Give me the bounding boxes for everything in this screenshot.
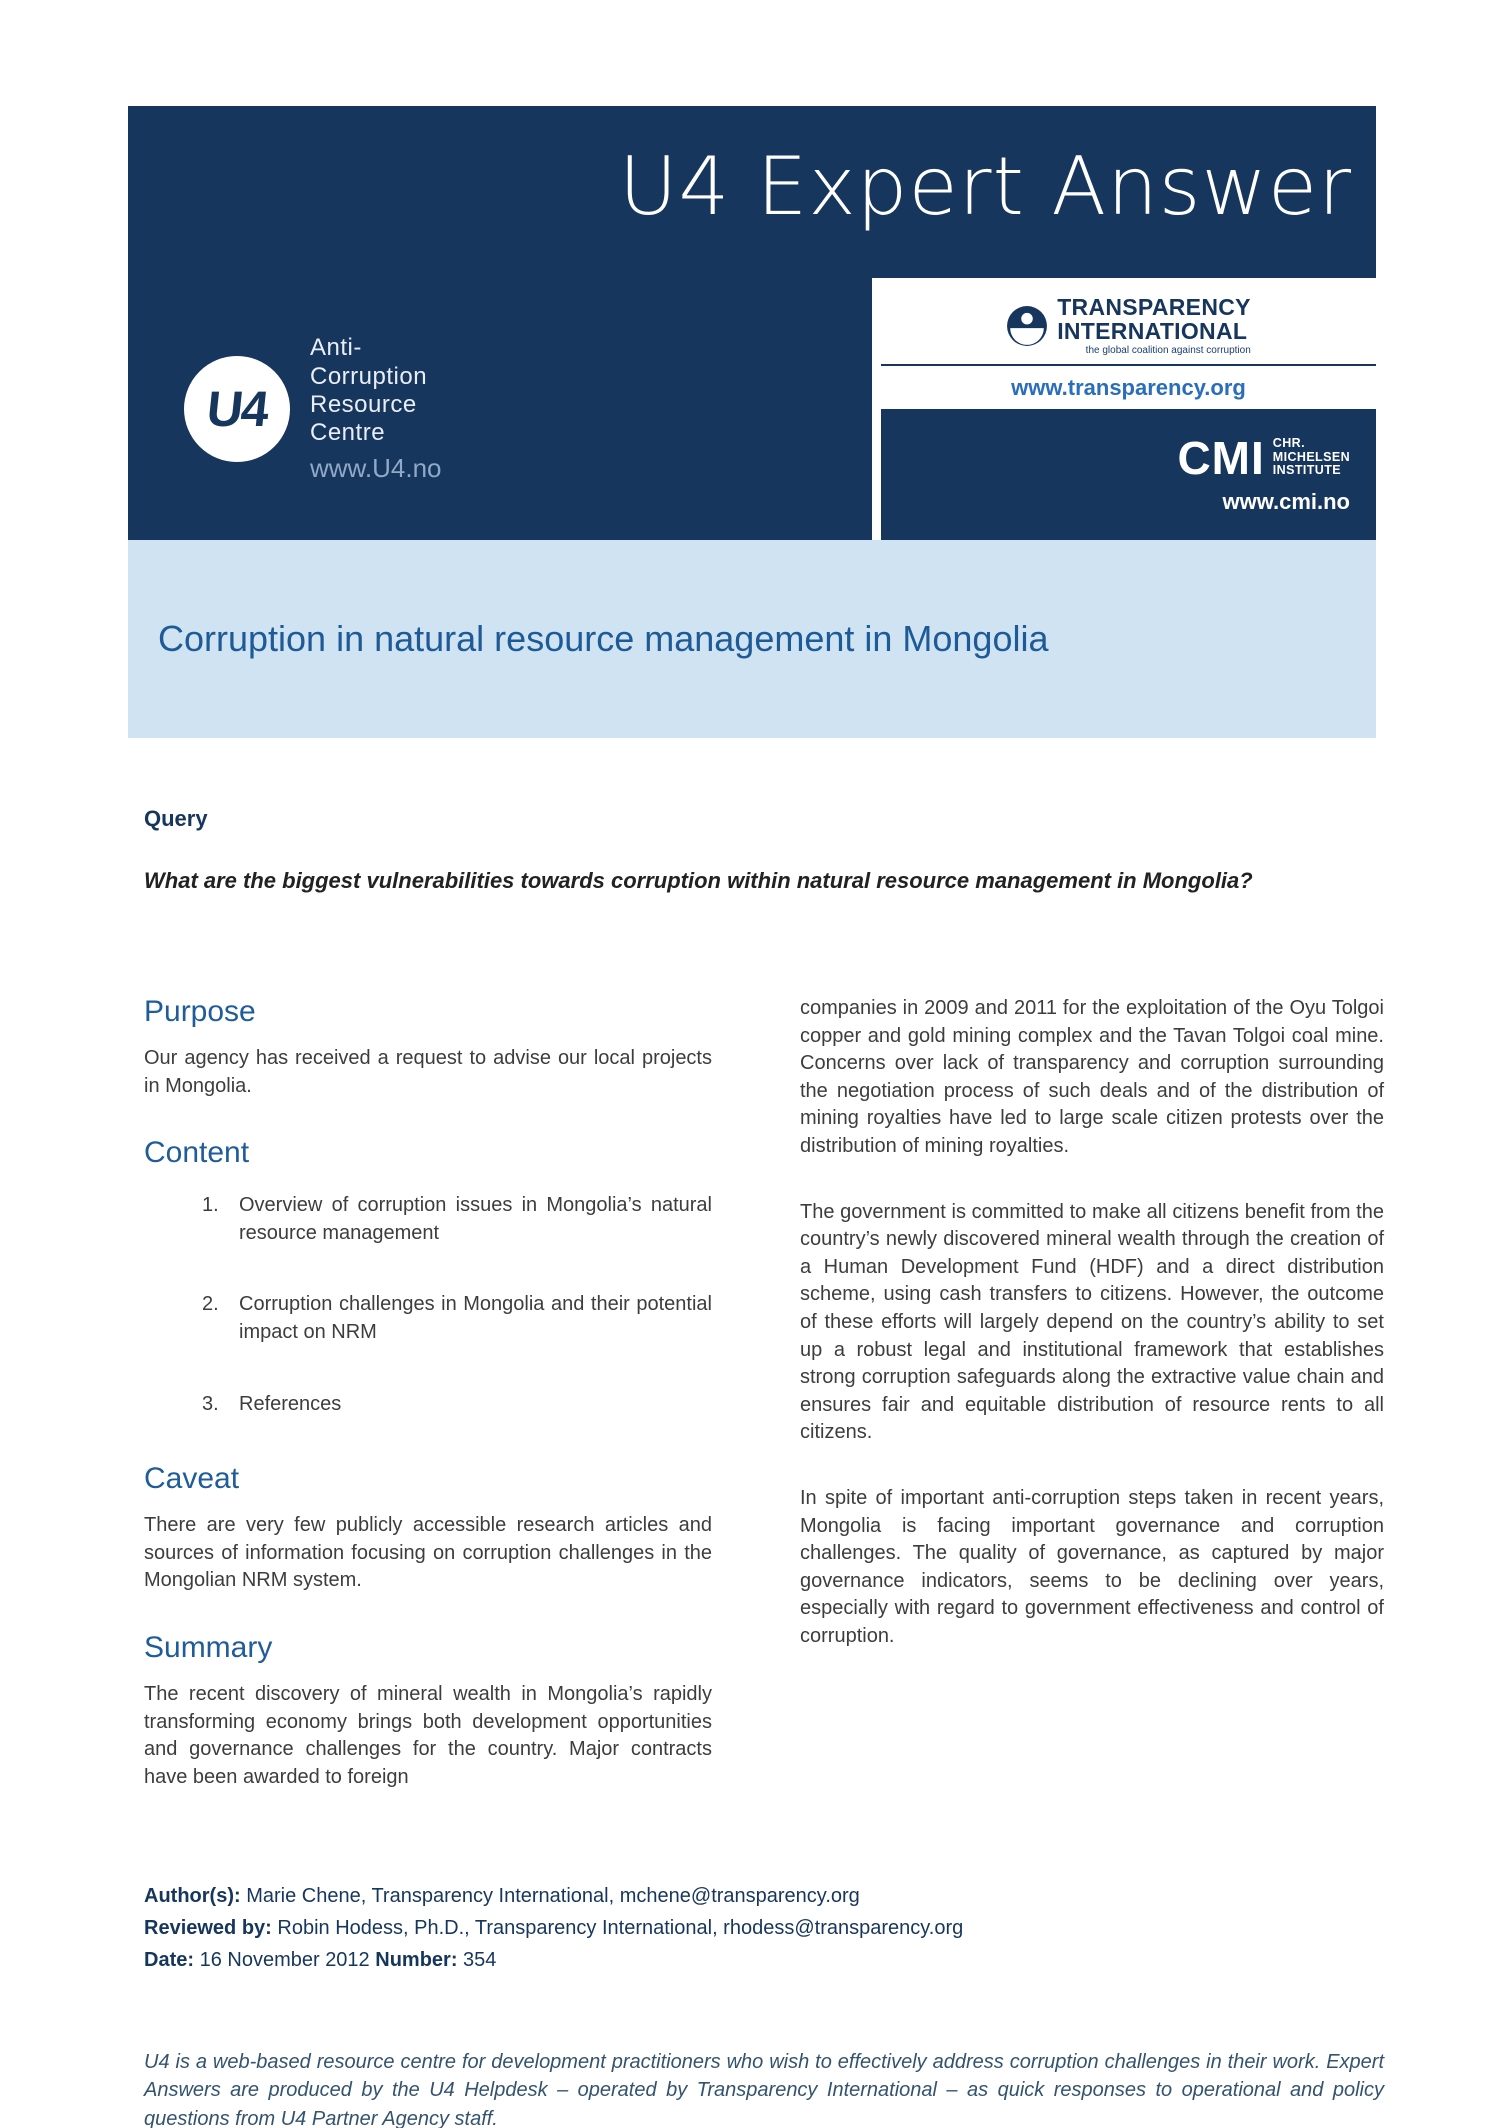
caveat-text: There are very few publicly accessible research articles and sources of information focusing on corruption challenges in the Mongolian NRM system. bbox=[144, 1514, 712, 1592]
ti-url-row bbox=[881, 364, 1376, 401]
partner-logos bbox=[881, 278, 1376, 540]
date-value: 16 November 2012 bbox=[194, 1949, 376, 1971]
page-title: Corruption in natural resource management in Mongolia bbox=[158, 618, 1049, 659]
purpose-text: Our agency has received a request to advise our local projects in Mongolia. bbox=[144, 1047, 712, 1097]
list-item-number: 1. bbox=[202, 1194, 219, 1217]
query-section bbox=[144, 806, 1384, 896]
u4-line-2: Corruption bbox=[310, 362, 428, 390]
u4-line-4: Centre bbox=[310, 419, 386, 447]
cmi-block bbox=[881, 409, 1376, 540]
list-item-number: 3. bbox=[202, 1392, 219, 1415]
transparency-international-name bbox=[1057, 296, 1251, 356]
transparency-international-logo bbox=[1006, 296, 1251, 356]
reviewed-value: Robin Hodess, Ph.D., Transparency International, rhodess@transparency.org bbox=[271, 1917, 964, 1939]
masthead-title: U4 Expert Answer bbox=[618, 140, 1352, 233]
content-heading: Content bbox=[144, 1136, 250, 1170]
list-item-text: Overview of corruption issues in Mongolia’s natural resource management bbox=[239, 1194, 712, 1244]
body-paragraph: companies in 2009 and 2011 for the exploitation of the Oyu Tolgoi copper and gold mining complex and the Tavan Tolgoi coal mine. Concerns over lack of transparency and corruption surrounding the negotiation process of such deals and of the distribution of mining royalties have led to large scale citizen protests over the distribution of mining royalties. bbox=[800, 997, 1384, 1157]
u4-logo-icon bbox=[184, 356, 290, 462]
author-value: Marie Chene, Transparency International, mchene@transparency.org bbox=[240, 1885, 860, 1907]
number-label: Number: bbox=[375, 1949, 458, 1971]
left-column bbox=[144, 995, 712, 1797]
cmi-institute-line1: CHR. bbox=[1272, 435, 1305, 450]
content-list bbox=[144, 1192, 712, 1418]
date-label: Date: bbox=[144, 1949, 195, 1971]
cmi-logo bbox=[1177, 431, 1350, 484]
transparency-international-block bbox=[881, 278, 1376, 409]
cmi-institute-line3: INSTITUTE bbox=[1272, 463, 1341, 478]
purpose-heading: Purpose bbox=[144, 995, 256, 1028]
u4-line-3: Resource bbox=[310, 391, 417, 418]
list-item bbox=[144, 1391, 712, 1419]
u4-monogram: U4 bbox=[204, 381, 270, 437]
masthead bbox=[128, 106, 1376, 278]
ti-name-line2: INTERNATIONAL bbox=[1057, 317, 1248, 344]
title-band bbox=[128, 540, 1376, 738]
author-label: Author(s): bbox=[144, 1885, 241, 1907]
u4-logo-block bbox=[128, 278, 872, 540]
transparency-website-link[interactable]: www.transparency.org bbox=[1011, 375, 1246, 400]
number-value: 354 bbox=[457, 1949, 497, 1971]
summary-text: The recent discovery of mineral wealth in Mongolia’s rapidly transforming economy brings both development opportunities and governance challenges for the country. Major contracts have been awarded to foreign bbox=[144, 1682, 712, 1788]
cmi-website-link[interactable]: www.cmi.no bbox=[1222, 488, 1350, 514]
cmi-institute-line2: MICHELSEN bbox=[1272, 449, 1350, 464]
u4-description-note: U4 is a web-based resource centre for development practitioners who wish to effectively address corruption challenges in their work. Expert Answers are produced by the U4 Helpdesk – operated by Transparency International – as quick responses to operational and policy questions from U4 Partner Agency staff. bbox=[144, 2051, 1384, 2128]
body-columns bbox=[144, 995, 1384, 1797]
u4-logo-text bbox=[310, 334, 442, 483]
list-item-number: 2. bbox=[202, 1293, 219, 1316]
reviewed-label: Reviewed by: bbox=[144, 1917, 272, 1939]
body-paragraph: In spite of important anti-corruption steps taken in recent years, Mongolia is facing important governance and corruption challenges. The quality of governance, as captured by major governance indicators, seems to be declining over years, especially with regard to government effectiveness and control of corruption. bbox=[800, 1486, 1384, 1647]
logo-row bbox=[128, 278, 1376, 540]
header-band bbox=[128, 106, 1376, 540]
right-column bbox=[800, 995, 1384, 1797]
ti-tagline: the global coalition against corruption bbox=[1085, 345, 1251, 356]
cmi-monogram: CMI bbox=[1177, 431, 1265, 484]
transparency-international-logo-icon bbox=[1006, 305, 1048, 347]
list-item-text: Corruption challenges in Mongolia and their potential impact on NRM bbox=[239, 1293, 712, 1343]
body-paragraph: The government is committed to make all citizens benefit from the country’s newly discovered mineral wealth through the creation of a Human Development Fund (HDF) and a direct distribution scheme, using cash transfers to citizens. However, the outcome of these efforts will largely depend on the country’s ability to set up a robust legal and institutional framework that establishes strong corruption safeguards along the extractive value chain and ensures fair and equitable distribution of resource rents to all citizens. bbox=[800, 1200, 1384, 1444]
author-block bbox=[144, 1880, 1384, 1976]
list-item-text: References bbox=[239, 1392, 342, 1415]
author-line bbox=[144, 1880, 1384, 1912]
list-item bbox=[144, 1291, 712, 1346]
cmi-institute-name bbox=[1273, 437, 1350, 478]
u4-website-link[interactable]: www.U4.no bbox=[310, 452, 442, 483]
reviewed-line bbox=[144, 1912, 1384, 1944]
query-heading: Query bbox=[144, 806, 208, 831]
logo-divider bbox=[872, 278, 881, 540]
summary-heading: Summary bbox=[144, 1630, 273, 1664]
u4-line-1: Anti- bbox=[310, 334, 362, 362]
list-item bbox=[144, 1192, 712, 1247]
caveat-heading: Caveat bbox=[144, 1462, 240, 1496]
query-question: What are the biggest vulnerabilities towards corruption within natural resource management in Mongolia? bbox=[144, 868, 1253, 893]
date-line bbox=[144, 1944, 1384, 1976]
ti-name-line1: TRANSPARENCY bbox=[1057, 294, 1251, 321]
